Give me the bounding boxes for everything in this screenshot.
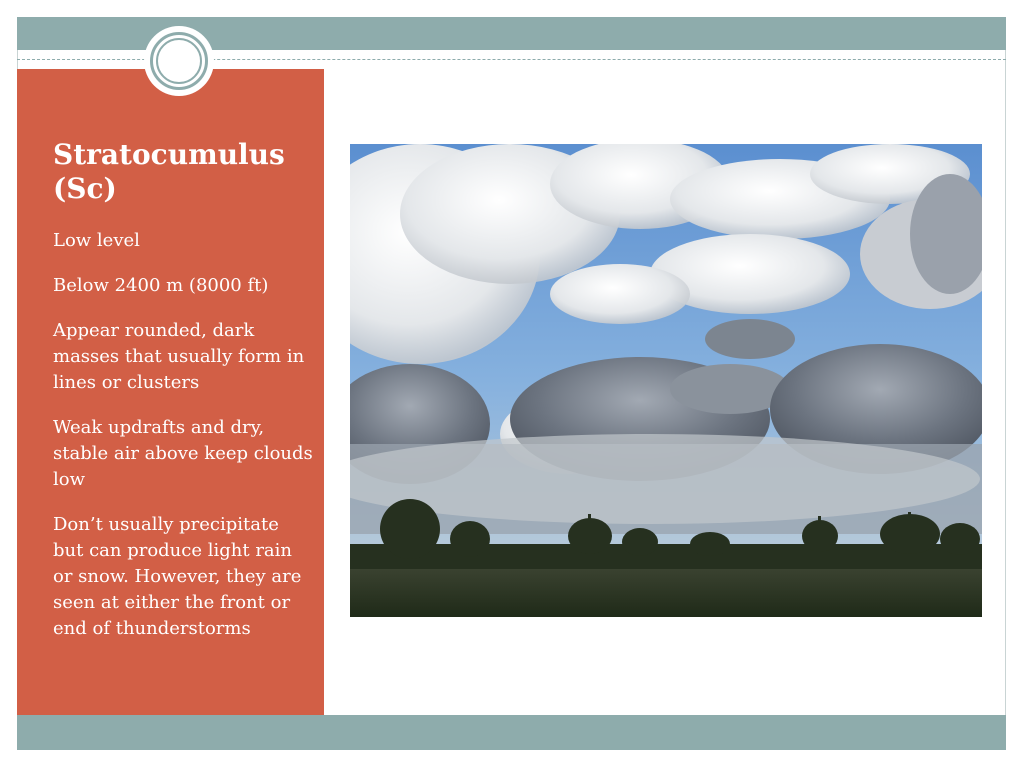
bottom-footer-band [17,715,1006,750]
bullet-item: Appear rounded, dark masses that usually form in lines or clusters [53,320,305,393]
bullet-item: Don’t usually precipitate but can produce light rain or snow. However, they are seen at either the front or end of thunderstorms [53,514,302,639]
bullet-item: Low level [53,230,140,251]
bullet-item: Below 2400 m (8000 ft) [53,275,269,296]
circle-ornament-inner-ring [156,38,202,84]
bullet-item: Weak updrafts and dry, stable air above keep clouds low [53,417,313,490]
slide-title: Stratocumulus (Sc) [53,138,285,205]
bullet-list [53,228,313,661]
cloud-photo [350,144,982,617]
